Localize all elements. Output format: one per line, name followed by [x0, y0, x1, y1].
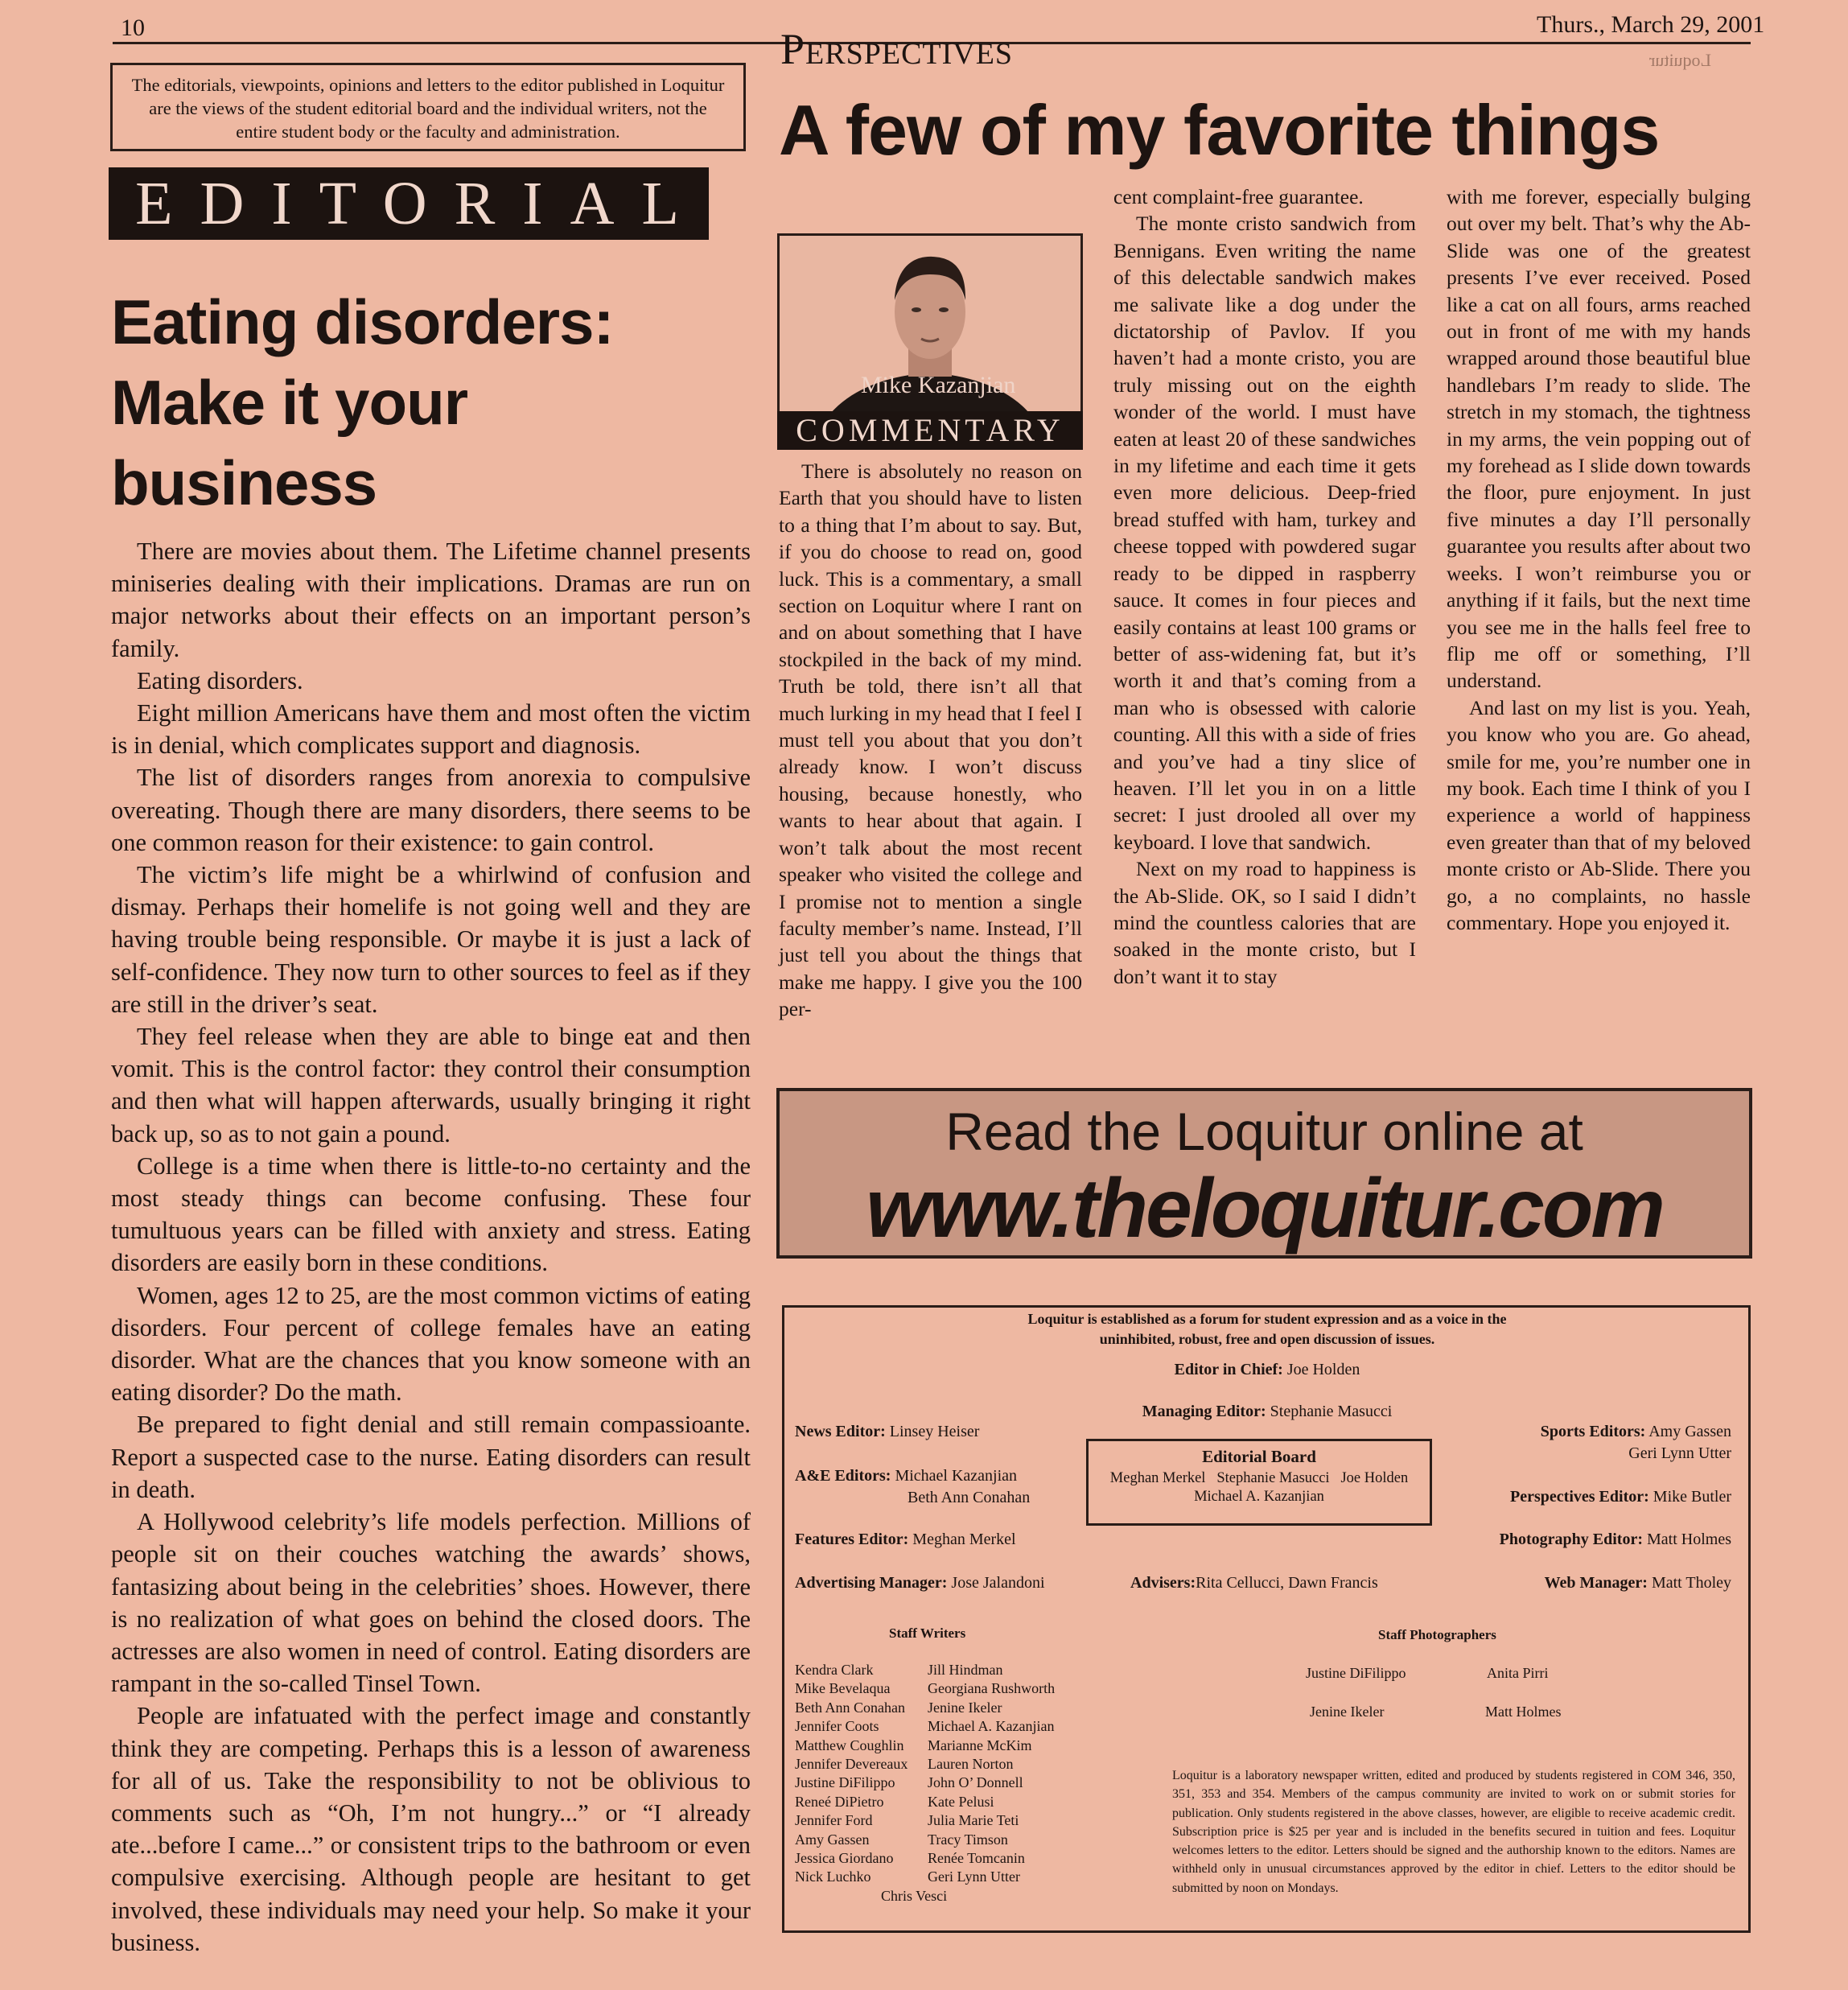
staff-writers-column-2 [928, 1661, 1055, 1887]
staff-writer: Kendra Clark [795, 1662, 874, 1678]
role-label: Web Manager: [1544, 1574, 1648, 1592]
editorial-paragraph: People are infatuated with the perfect image and constantly think they are competing. Perhaps this is a lesson of awareness for all of us. Take the responsibility to not be oblivious to comments such as “Oh, I’m not hungry...” or “I already ate...before I came...” or consistent trips to the bathroom or even compulsive exercising. Although people are hesitant to get involved, these individuals may need your help. So make it your business. [111, 1702, 751, 1956]
news-editor [795, 1422, 979, 1441]
staff-writer: Beth Ann Conahan [795, 1699, 905, 1716]
staff-writer: Marianne McKim [928, 1737, 1032, 1753]
staff-writer: Michael A. Kazanjian [928, 1718, 1055, 1735]
staff-photographer: Jenine Ikeler [1310, 1704, 1385, 1720]
editorial-board-box [1086, 1439, 1432, 1526]
staff-writer: Jennifer Devereaux [795, 1755, 908, 1772]
advisers [1130, 1573, 1378, 1592]
staff-writer: Renée Tomcanin [928, 1849, 1025, 1866]
author-name: Mike Kazanjian [861, 372, 1016, 398]
role-name: Rita Cellucci, Dawn Francis [1196, 1574, 1378, 1592]
role-name: Mike Butler [1652, 1488, 1731, 1506]
editorial-paragraph: They feel release when they are able to binge eat and then vomit. This is the control factor: they control their consumption and then what will happen afterwards, usually bringing it right back up, so as to not gain a pound. [111, 1023, 751, 1147]
editorial-disclaimer: The editorials, viewpoints, opinions and letters to the editor published in Loquitur are the views of the student editorial board and the individual writers, not the entire student body or the faculty and administration. [110, 63, 746, 151]
editor-in-chief [885, 1360, 1649, 1379]
advertising-manager [795, 1573, 1045, 1592]
editorial-headline-line: Make it your [111, 367, 468, 438]
sports-editor-2: Geri Lynn Utter [1628, 1444, 1731, 1462]
staff-writer: Matthew Coughlin [795, 1737, 904, 1753]
staff-writers-column-1 [795, 1661, 908, 1887]
editorial-paragraph: A Hollywood celebrity’s life models perfection. Millions of people sit on their couches watching the awards’ shows, fantasizing about being in the celebrities’ shoes. However, there is no realization of what goes on behind the closed doors. The actresses are also women in need of control. Eating disorders are rampant in the so-called Tinsel Town. [111, 1508, 751, 1698]
staff-writer: John O’ Donnell [928, 1774, 1023, 1791]
role-name: Amy Gassen [1648, 1423, 1731, 1440]
sports-editors [1432, 1422, 1731, 1441]
managing-editor [885, 1402, 1649, 1421]
editorial-paragraph: The victim’s life might be a whirlwind of confusion and dismay. Perhaps their homelife is not going well and they are having trouble being responsible. Or maybe it is just a lack of self-confidence. They now turn to other sources to feel as if they are still in the driver’s seat. [111, 861, 751, 1018]
staff-photographers-title: Staff Photographers [1378, 1627, 1496, 1642]
publication-notice: Loquitur is a laboratory newspaper written, edited and produced by students registered in COM 346, 350, 351, 353 and 354. Members of the campus community are invited to work on or submit stories for publication. Only students registered in the above classes, however, are eligible to receive academic credit. Subscription price is $25 per year and is included in the benefits secured in tuition and fees. Loquitur welcomes letters to the editor. Letters should be signed and the authorship known to the editors. Names are withheld only in unusual circumstances approved by the editor in chief. Letters to the editor should be submitted by noon on Mondays. [1172, 1769, 1735, 1895]
staff-writer: Jill Hindman [928, 1662, 1003, 1678]
role-label: Editor in Chief: [1174, 1361, 1283, 1378]
editorial-board-members: Michael A. Kazanjian [1194, 1489, 1324, 1505]
editorial-paragraph: Be prepared to fight denial and still remain compassioante. Report a suspected case to the nurse. Eating disorders can result in death. [111, 1411, 751, 1503]
commentary-label: COMMENTARY [777, 411, 1083, 450]
role-name: Meghan Merkel [912, 1531, 1016, 1548]
staff-writer: Jenine Ikeler [928, 1699, 1002, 1716]
mission-line: Loquitur is established as a forum for student expression and as a voice in the [1027, 1311, 1507, 1327]
commentary-paragraph: The monte cristo sandwich from Bennigans. Even writing the name of this delectable sandwich makes me salivate like a dog under the dictatorship of Pavlov. If you haven’t had a monte cristo, you are truly missing out on the eighth wonder of the world. I must have eaten at least 20 of these sandwiches in my lifetime and each time it gets even more delicious. Deep-fried bread stuffed with ham, turkey and cheese topped with powdered sugar ready to be dipped in raspberry sauce. It comes in four pieces and easily contains at least 100 grams or better of ass-widening fat, but it’s worth it and that’s coming from a man who is obsessed with calorie counting. All this with a side of fries and you’ve had a tiny slice of heaven. I’ll let you in on a little secret: I just drooled all over my keyboard. I love that sandwich. [1113, 212, 1416, 854]
role-label: Advertising Manager: [795, 1574, 948, 1592]
editorial-headline-line: business [111, 447, 377, 518]
staff-writer: Georgiana Rushworth [928, 1680, 1056, 1697]
staff-writer: Geri Lynn Utter [928, 1868, 1020, 1885]
editorial-banner: EDITORIAL [109, 167, 709, 240]
commentary-column-1 [779, 458, 1082, 1023]
staff-writer-last: Chris Vesci [881, 1888, 948, 1904]
commentary-paragraph: cent complaint-free guarantee. [1113, 185, 1364, 208]
editorial-paragraph: College is a time when there is little-to-no certainty and the most steady things can become confusing. These four tumultuous years can be filled with anxiety and stress. Eating disorders are easily born in these conditions. [111, 1152, 751, 1277]
role-name: Matt Tholey [1651, 1574, 1731, 1592]
staff-writer: Mike Bevelaqua [795, 1680, 891, 1697]
role-name: Stephanie Masucci [1270, 1403, 1393, 1420]
masthead-mission [885, 1309, 1649, 1349]
role-label: Photography Editor: [1499, 1531, 1643, 1548]
role-name: Matt Holmes [1647, 1531, 1731, 1548]
staff-writer: Jennifer Ford [795, 1812, 873, 1829]
ae-editor-2: Beth Ann Conahan [908, 1489, 1031, 1506]
editorial-headline [111, 282, 755, 523]
role-name: Linsey Heiser [889, 1423, 980, 1440]
editorial-paragraph: Eight million Americans have them and most often the victim is in denial, which complicates support and diagnosis. [111, 699, 751, 760]
perspectives-editor [1432, 1487, 1731, 1506]
editorial-headline-line: Eating disorders: [111, 286, 614, 357]
role-label: News Editor: [795, 1423, 886, 1440]
role-name: Jose Jalandoni [951, 1574, 1045, 1592]
role-name: Joe Holden [1286, 1361, 1360, 1378]
staff-writer: Lauren Norton [928, 1755, 1014, 1772]
photography-editor [1432, 1530, 1731, 1549]
commentary-headline: A few of my favorite things [779, 90, 1660, 170]
web-manager [1432, 1573, 1731, 1592]
staff-writer: Tracy Timson [928, 1831, 1008, 1848]
editorial-body [111, 535, 751, 1959]
editorial-paragraph: Women, ages 12 to 25, are the most common victims of eating disorders. Four percent of college females have an eating disorder. What are the chances that you know someone with an eating disorder? Do the math. [111, 1281, 751, 1407]
staff-photographer: Justine DiFilippo [1306, 1665, 1406, 1681]
staff-writer: Jessica Giordano [795, 1849, 894, 1866]
commentary-paragraph: Next on my road to happiness is the Ab-Slide. OK, so I said I didn’t mind the countless calories that are soaked in the monte cristo, but I don’t want it to stay [1113, 857, 1416, 988]
role-label: Sports Editors: [1540, 1423, 1646, 1440]
role-label: Advisers: [1130, 1574, 1196, 1592]
editorial-paragraph: There are movies about them. The Lifetime channel presents miniseries dealing with their implications. Dramas are run on major networks about their effects on an important person’s family. [111, 538, 751, 662]
mission-line: uninhibited, robust, free and open discussion of issues. [1099, 1331, 1435, 1347]
role-label: A&E Editors: [795, 1467, 891, 1485]
editorial-board-members: Meghan Merkel Stephanie Masucci Joe Holden [1109, 1470, 1409, 1486]
staff-writer: Reneé DiPietro [795, 1793, 884, 1810]
editorial-paragraph: Eating disorders. [137, 666, 303, 694]
role-label: Managing Editor: [1142, 1403, 1266, 1420]
staff-writer: Jennifer Coots [795, 1718, 879, 1735]
role-label: Perspectives Editor: [1510, 1488, 1649, 1506]
staff-writer: Justine DiFilippo [795, 1774, 895, 1791]
staff-writer: Julia Marie Teti [928, 1812, 1019, 1829]
role-name: Michael Kazanjian [895, 1467, 1018, 1485]
commentary-column-3 [1447, 183, 1751, 936]
section-title: Perspectives [780, 25, 1014, 73]
online-ad-text: Read the Loquitur online at [945, 1102, 1583, 1161]
staff-writer: Amy Gassen [795, 1831, 870, 1848]
editorial-board-title: Editorial Board [1202, 1447, 1316, 1466]
staff-writer: Nick Luchko [795, 1868, 871, 1885]
staff-writers-title: Staff Writers [889, 1625, 966, 1641]
staff-photographer: Matt Holmes [1485, 1704, 1562, 1720]
commentary-column-2 [1113, 183, 1416, 990]
editorial-paragraph: The list of disorders ranges from anorexia to compulsive overeating. Though there are many disorders, there seems to be one common reason for their existence: to gain control. [111, 764, 751, 856]
page-number: 10 [121, 14, 145, 41]
staff-photographer: Anita Pirri [1487, 1665, 1549, 1681]
commentary-paragraph: And last on my list is you. Yeah, you know who you are. Go ahead, smile for me, you’re number one in my book. Each time I think of you I experience a world of happiness even greater than that of my beloved monte cristo or Ab-Slide. There you go, a no complaints, no hassle commentary. Hope you enjoyed it. [1447, 695, 1751, 934]
features-editor [795, 1530, 1016, 1549]
role-label: Features Editor: [795, 1531, 909, 1548]
ae-editors [795, 1466, 1017, 1485]
issue-date: Thurs., March 29, 2001 [1537, 11, 1765, 38]
online-ad-url[interactable]: www.theloquitur.com [866, 1162, 1663, 1255]
commentary-paragraph: There is absolutely no reason on Earth that you should have to listen to a thing that I’m about to say. But, if you do choose to read on, good luck. This is a commentary, a small section on Loquitur where I rant on and on about something that I have stockpiled in the back of my mind. Truth be told, there isn’t all that much lurking in my head that I feel I must tell you about that you don’t already know. I won’t discuss housing, because honestly, who wants to hear about that again. I won’t talk about the most recent speaker who visited the college and I promise not to mention a single faculty member’s name. Instead, I’ll just tell you about the things that make me happy. I give you the 100 per- [779, 459, 1082, 1021]
bleed-through-text: Loquitur [1649, 50, 1711, 70]
staff-writer: Kate Pelusi [928, 1793, 994, 1810]
commentary-paragraph: with me forever, especially bulging out over my belt. That’s why the Ab-Slide was one of the greatest presents I’ve ever received. Posed like a cat on all fours, arms reached out in front of me with my hands wrapped around those beautiful blue handlebars I’m ready to slide. The stretch in my stomach, the tightness in my arms, the vein popping out of my forehead as I slide down towards the floor, pure enjoyment. In just five minutes a day I’ll personally guarantee you results after about two weeks. I won’t reimburse you or anything if it fails, but the next time you see me in the halls feel free to flip me off or something, I’ll understand. [1447, 185, 1751, 693]
